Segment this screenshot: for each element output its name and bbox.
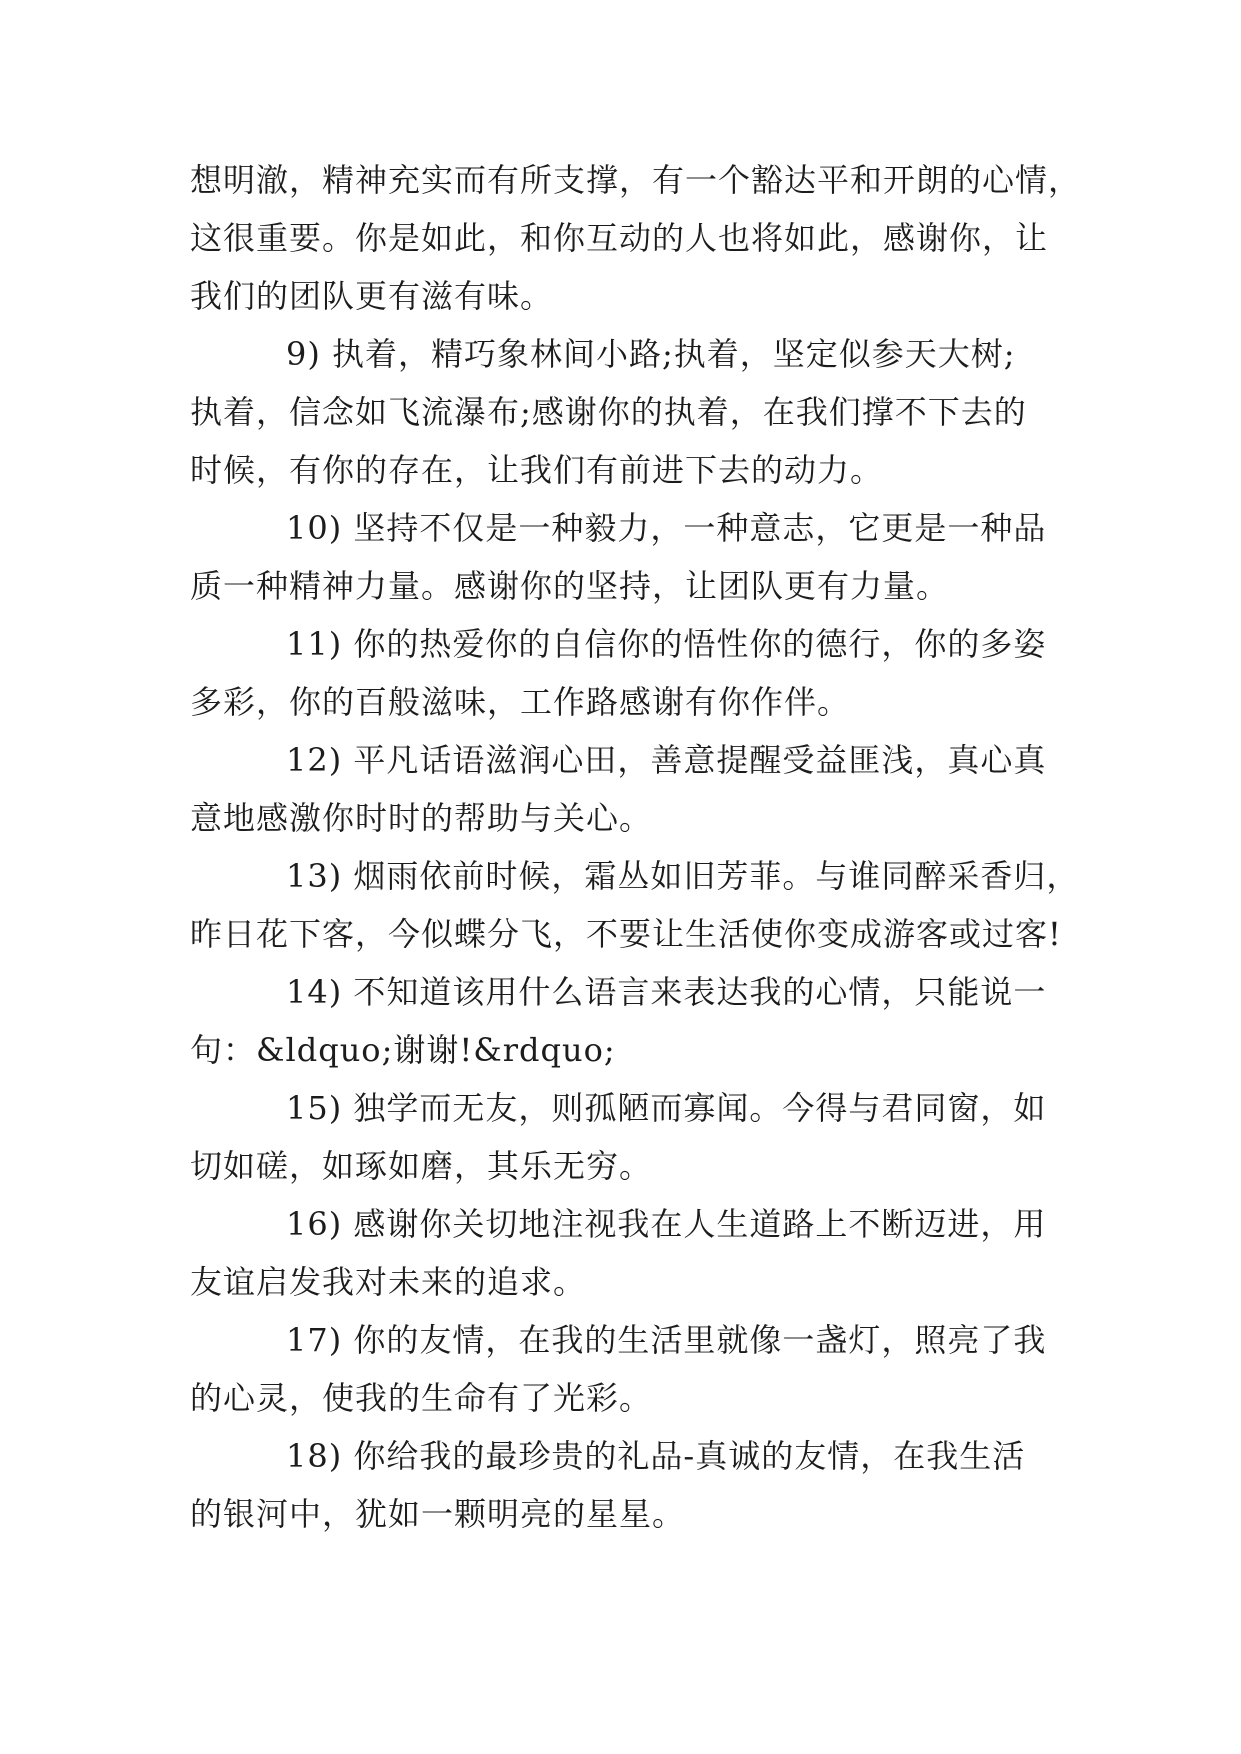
- paragraph-item-12: [190, 731, 1050, 847]
- text-line: 友谊启发我对未来的追求。: [190, 1263, 587, 1301]
- paragraph-item-10: [190, 499, 1050, 615]
- text-line: 的心灵，使我的生命有了光彩。: [190, 1379, 653, 1417]
- text-line: 13) 烟雨依前时候，霜丛如旧芳菲。与谁同醉采香归，: [286, 857, 1080, 895]
- text-line: 想明澈，精神充实而有所支撑，有一个豁达平和开朗的心情，: [190, 161, 1082, 199]
- text-line: 12) 平凡话语滋润心田，善意提醒受益匪浅，真心真: [286, 741, 1047, 779]
- text-line: 切如磋，如琢如磨，其乐无穷。: [190, 1147, 653, 1185]
- paragraph-item-9: [190, 325, 1050, 499]
- text-line: 18) 你给我的最珍贵的礼品-真诚的友情，在我生活: [286, 1437, 1026, 1475]
- text-line: 14) 不知道该用什么语言来表达我的心情，只能说一: [286, 973, 1047, 1011]
- text-line: 昨日花下客，今似蝶分飞，不要让生活使你变成游客或过客!: [190, 915, 1062, 953]
- paragraph-item-11: [190, 615, 1050, 731]
- text-line: 15) 独学而无友，则孤陋而寡闻。今得与君同窗，如: [286, 1089, 1047, 1127]
- text-line: 10) 坚持不仅是一种毅力，一种意志，它更是一种品: [286, 509, 1047, 547]
- paragraph-item-18: [190, 1427, 1050, 1543]
- text-line: 意地感激你时时的帮助与关心。: [190, 799, 653, 837]
- text-line: 执着，信念如飞流瀑布;感谢你的执着，在我们撑不下去的: [190, 393, 1027, 431]
- text-line: 的银河中，犹如一颗明亮的星星。: [190, 1495, 686, 1533]
- text-line: 9) 执着，精巧象林间小路;执着，坚定似参天大树;: [286, 335, 1016, 373]
- text-line: 11) 你的热爱你的自信你的悟性你的德行，你的多姿: [286, 625, 1047, 663]
- text-line: 时候，有你的存在，让我们有前进下去的动力。: [190, 451, 884, 489]
- text-line: 多彩，你的百般滋味，工作路感谢有你作伴。: [190, 683, 851, 721]
- text-line: 17) 你的友情，在我的生活里就像一盏灯，照亮了我: [286, 1321, 1047, 1359]
- paragraph-item-15: [190, 1079, 1050, 1195]
- paragraph-item-16: [190, 1195, 1050, 1311]
- paragraph-item-17: [190, 1311, 1050, 1427]
- text-line: 这很重要。你是如此，和你互动的人也将如此，感谢你，让: [190, 219, 1049, 257]
- text-line: 句：&ldquo;谢谢!&rdquo;: [190, 1031, 616, 1069]
- text-line: 我们的团队更有滋有味。: [190, 277, 554, 315]
- paragraph-item-13: [190, 847, 1080, 963]
- text-line: 16) 感谢你关切地注视我在人生道路上不断迈进，用: [286, 1205, 1047, 1243]
- paragraph-item-14: [190, 963, 1050, 1079]
- text-line: 质一种精神力量。感谢你的坚持，让团队更有力量。: [190, 567, 950, 605]
- document-page: [190, 151, 1082, 1543]
- paragraph-continued: [190, 151, 1082, 325]
